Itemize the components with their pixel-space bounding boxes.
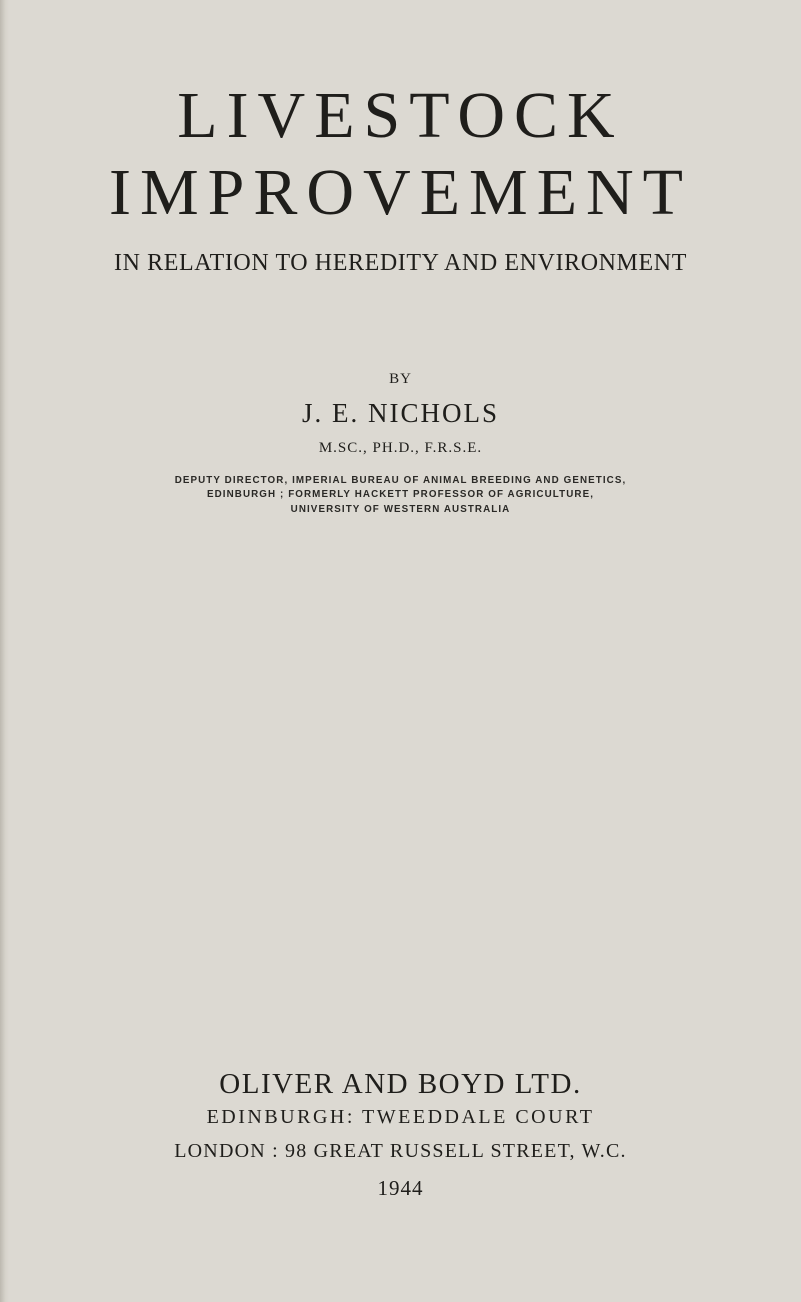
book-title-line-1: LIVESTOCK (177, 79, 624, 152)
publication-year: 1944 (377, 1176, 424, 1200)
book-subtitle: IN RELATION TO HEREDITY AND ENVIRONMENT (114, 250, 687, 276)
publisher-address-london: LONDON : 98 GREAT RUSSELL STREET, W.C. (174, 1140, 627, 1162)
author-name: J. E. NICHOLS (301, 398, 499, 428)
publisher-address-edinburgh: EDINBURGH: TWEEDDALE COURT (206, 1106, 595, 1128)
publisher-name: OLIVER AND BOYD LTD. (219, 1068, 582, 1100)
book-title-line-2: IMPROVEMENT (108, 156, 692, 229)
author-affiliation-line-3: UNIVERSITY OF WESTERN AUSTRALIA (290, 504, 511, 515)
author-affiliation-line-2: EDINBURGH ; FORMERLY HACKETT PROFESSOR OF AGRICULTURE, (206, 489, 595, 500)
author-degrees: M.SC., PH.D., F.R.S.E. (318, 440, 483, 456)
author-affiliation-line-1: DEPUTY DIRECTOR, IMPERIAL BUREAU OF ANIMAL BREEDING AND GENETICS, (174, 475, 627, 486)
by-label: BY (389, 371, 412, 387)
